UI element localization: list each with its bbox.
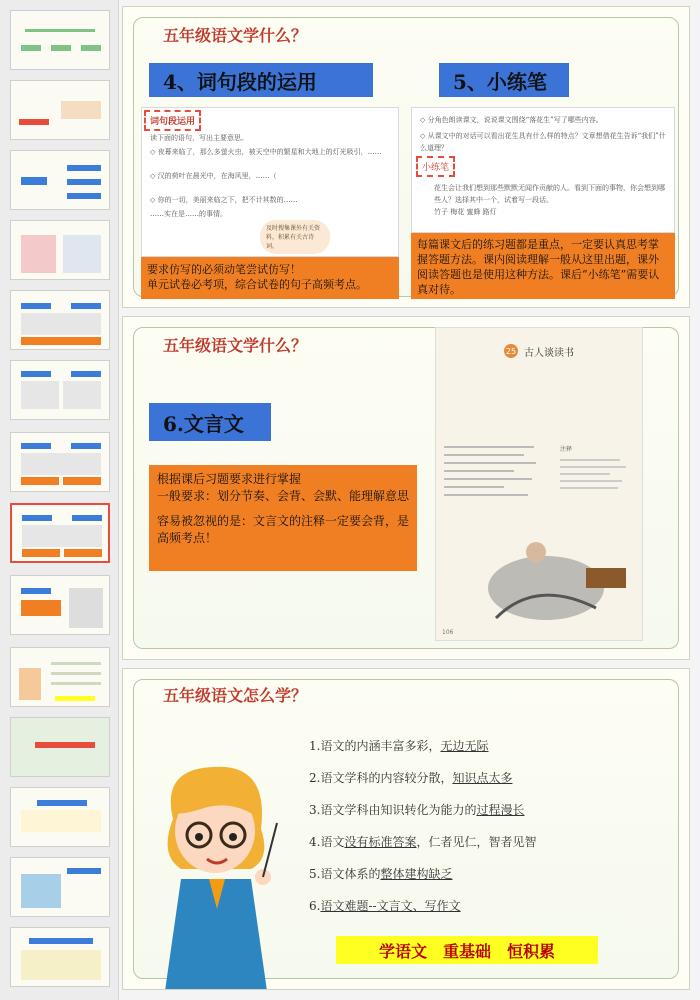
exercise-words: 竹子 梅花 蜜蜂 路灯 — [434, 208, 497, 216]
list-item-3 — [309, 801, 524, 818]
lesson-number-badge: 25 — [504, 344, 518, 358]
thumb-block — [63, 235, 101, 273]
slide-title: 五年级语文学什么？ — [163, 26, 308, 45]
thumb-block — [21, 313, 101, 335]
thumb-bar — [29, 938, 93, 944]
list-item-2 — [309, 769, 512, 786]
section-box-4: 4、词句段的运用 — [149, 63, 373, 97]
exercise-paragraph: 花生会让我们想到那些默默无闻作贡献的人。看到下面的事物，你会想到哪些人？选择其中一个，试着写一段话。 — [434, 184, 665, 204]
note-box-wenyanwen — [149, 465, 417, 571]
thumb-block — [21, 381, 59, 409]
note-line: 根据课后习题要求进行掌握 — [157, 472, 302, 486]
item-text: ，仁者见仁，智者见智 — [416, 835, 537, 849]
item-text: 1.语文的内涵丰富多彩， — [309, 739, 441, 753]
list-item-6 — [309, 897, 461, 914]
lesson-title: 古人谈读书 — [524, 348, 574, 359]
item-emphasis: 语文难题--文言文、写作文 — [320, 899, 461, 913]
thumb-bar — [21, 303, 51, 309]
item-text: 4.语文 — [309, 835, 345, 849]
teacher-illustration — [151, 759, 281, 990]
textbook-excerpt-right — [411, 107, 675, 233]
thumb-block — [21, 874, 61, 908]
thumb-bar — [21, 337, 101, 345]
slide-thumbnail[interactable] — [10, 857, 110, 917]
thumb-bar — [21, 371, 51, 377]
notes-label: 注释 — [560, 446, 573, 453]
slogan-banner: 学语文 重基础 恒积累 — [336, 936, 598, 964]
scholar-illustration — [476, 528, 636, 628]
tag-xiao-lian-bi: 小练笔 — [416, 156, 455, 177]
slide-1[interactable] — [122, 6, 690, 308]
note-box-left — [141, 257, 399, 299]
item-emphasis: 没有标准答案 — [344, 835, 417, 849]
thumb-bar — [55, 696, 95, 701]
slide-thumbnail[interactable] — [10, 575, 110, 635]
thumb-bar — [21, 177, 47, 185]
slide-2[interactable] — [122, 316, 690, 660]
thumb-block — [21, 810, 101, 832]
thumb-bar — [71, 371, 101, 377]
thumb-bar — [63, 477, 101, 485]
classical-text-block — [444, 440, 544, 530]
textbook-excerpt-left — [141, 107, 399, 257]
thumb-bar — [67, 179, 101, 185]
item-text: 5.语文体系的 — [309, 867, 381, 881]
thumb-bar — [72, 515, 102, 521]
note-box-right: 每篇课文后的练习题都是重点，一定要认真思考掌握答题方法。课内阅读理解一般从这里出题，课外阅读答题也是使用这种方法。课后“小练笔”需要认真对待。 — [411, 233, 675, 299]
thumb-bar — [67, 868, 101, 874]
slide-thumbnail[interactable] — [10, 647, 110, 707]
slide-title: 五年级语文学什么？ — [163, 336, 308, 355]
item-emphasis: 过程漫长 — [476, 803, 525, 817]
page-number: 106 — [442, 629, 454, 636]
slide-title: 五年级语文怎么学？ — [163, 686, 308, 705]
slide-thumbnail[interactable] — [10, 10, 110, 70]
item-emphasis: 整体建构缺乏 — [380, 867, 453, 881]
list-item-1 — [309, 737, 488, 754]
slide-thumbnail[interactable] — [10, 220, 110, 280]
excerpt-line: ◇ 夜幕来临了，那么多萤火虫，被天空中的繁星和大地上的灯光吸引，…… — [150, 148, 382, 156]
notes-block — [560, 454, 630, 494]
thumb-block — [21, 453, 101, 475]
thumb-line — [51, 682, 101, 685]
thumb-bar — [64, 549, 102, 557]
item-text: 6. — [309, 899, 321, 913]
excerpt-line: 读下面的语句，写出主要意思。 — [150, 134, 248, 142]
thumb-block — [21, 235, 56, 273]
slide-thumbnail[interactable] — [10, 717, 110, 777]
thumb-bar — [21, 600, 61, 616]
thumb-line — [51, 672, 101, 675]
thumb-bar — [25, 29, 95, 32]
slide-thumbnail[interactable] — [10, 432, 110, 492]
slide-thumbnail[interactable] — [10, 360, 110, 420]
thumb-bar — [67, 165, 101, 171]
thumb-block — [19, 668, 41, 700]
tag-ci-ju-duan: 词句段运用 — [144, 110, 201, 131]
note-line: 容易被忽视的是：文言文的注释一定要会背，是高频考点！ — [157, 514, 410, 545]
textbook-page-image — [435, 327, 643, 641]
note-line: 一般要求：划分节奏、会背、会默、能理解意思 — [157, 489, 410, 503]
item-text: 2.语文学科的内容较分散， — [309, 771, 453, 785]
thumb-bar — [81, 45, 101, 51]
item-text: 3.语文学科由知识转化为能力的 — [309, 803, 477, 817]
slide-thumbnail-rail — [0, 0, 119, 1000]
thumb-bar — [21, 588, 51, 594]
exercise-line: ◇ 从课文中的对话可以看出花生具有什么样的特点？文章想借花生告诉“我们”什么道理？ — [420, 132, 666, 152]
slide-thumbnail[interactable] — [10, 927, 110, 987]
thumb-bar — [19, 119, 49, 125]
list-item-5 — [309, 865, 452, 882]
thumb-block — [22, 525, 102, 547]
section-box-5: 5、小练笔 — [439, 63, 569, 97]
thumb-block — [21, 950, 101, 980]
tip-bubble: 及时搜集课外有关资料，积累有关古诗词。 — [260, 220, 330, 254]
slide-thumbnail[interactable] — [10, 150, 110, 210]
thumb-bar — [67, 193, 101, 199]
list-item-4 — [309, 833, 536, 850]
note-line: 单元试卷必考项，综合试卷的句子高频考点。 — [147, 278, 367, 291]
thumb-bar — [22, 549, 60, 557]
note-line — [157, 505, 409, 513]
item-emphasis: 无边无际 — [440, 739, 489, 753]
thumb-bar — [51, 45, 71, 51]
excerpt-line: ◇ 汉的荷叶在晨光中，在海风里，……（ — [150, 172, 277, 180]
thumb-bar — [22, 515, 52, 521]
thumb-bar — [37, 800, 87, 806]
exercise-line: ◇ 分角色朗读课文，说说课文围绕“落花生”写了哪些内容。 — [420, 116, 603, 124]
thumb-bar — [21, 45, 41, 51]
thumb-block — [61, 101, 101, 119]
slide-thumbnail-current[interactable] — [10, 503, 110, 563]
excerpt-line: ……实在是……的事情。 — [150, 210, 227, 218]
thumb-bar — [21, 477, 59, 485]
slide-thumbnail[interactable] — [10, 787, 110, 847]
thumb-block — [63, 381, 101, 409]
section-box-6: 6.文言文 — [149, 403, 271, 441]
item-emphasis: 知识点太多 — [452, 771, 513, 785]
thumb-bar — [71, 303, 101, 309]
excerpt-line: ◇ 你的一切，美丽来临之下，把不计其数的…… — [150, 196, 298, 204]
thumb-bar — [35, 742, 95, 748]
note-line: 要求仿写的必须动笔尝试仿写！ — [147, 263, 301, 276]
thumb-block — [69, 588, 103, 628]
slide-thumbnail[interactable] — [10, 290, 110, 350]
slide-thumbnail[interactable] — [10, 80, 110, 140]
thumb-bar — [21, 443, 51, 449]
thumb-bar — [71, 443, 101, 449]
thumb-line — [51, 662, 101, 665]
